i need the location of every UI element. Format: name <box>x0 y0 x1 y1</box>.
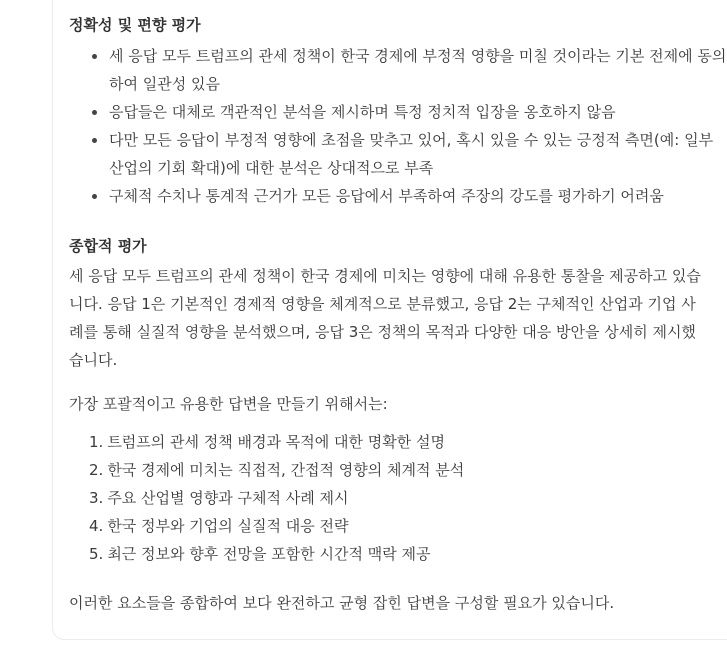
numbered-item-2: 2. 한국 경제에 미치는 직접적, 간접적 영향의 체계적 분석 <box>89 461 465 479</box>
accuracy-bullet-list <box>69 42 727 210</box>
summary-numbered-list <box>69 428 709 568</box>
accuracy-bullet-1: 세 응답 모두 트럼프의 관세 정책이 한국 경제에 부정적 영향을 미칠 것이라는 기본 전제에 동의하여 일관성 있음 <box>69 42 727 98</box>
summary-conclusion: 이러한 요소들을 종합하여 보다 완전하고 균형 잡힌 답변을 구성할 필요가 있습니다. <box>69 594 615 612</box>
summary-paragraph: 세 응답 모두 트럼프의 관세 정책이 한국 경제에 미치는 영향에 대해 유용한 통찰을 제공하고 있습니다. 응답 1은 기본적인 경제적 영향을 체계적으로 분류했고, 응답 2는 구체적인 산업과 기업 사례를 통해 실질적 영향을 분석했으며, 응답 3은 정책의 목적과 다양한 대응 방안을 상세히 제시했습니다. <box>69 267 701 369</box>
numbered-item-1: 1. 트럼프의 관세 정책 배경과 목적에 대한 명확한 설명 <box>89 433 445 451</box>
accuracy-bullet-2: 응답들은 대체로 객관적인 분석을 제시하며 특정 정치적 입장을 옹호하지 않음 <box>69 98 719 126</box>
summary-section-title: 종합적 평가 <box>69 237 147 255</box>
numbered-item-3: 3. 주요 산업별 영향과 구체적 사례 제시 <box>89 489 349 507</box>
numbered-item-5: 5. 최근 정보와 향후 전망을 포함한 시간적 맥락 제공 <box>89 545 431 563</box>
accuracy-bullet-4: 구체적 수치나 통계적 근거가 모든 응답에서 부족하여 주장의 강도를 평가하기 어려움 <box>69 182 719 210</box>
accuracy-section-title: 정확성 및 편향 평가 <box>69 16 201 34</box>
accuracy-bullet-3: 다만 모든 응답이 부정적 영향에 초점을 맞추고 있어, 혹시 있을 수 있는 긍정적 측면(예: 일부 산업의 기회 확대)에 대한 분석은 상대적으로 부족 <box>69 126 727 182</box>
numbered-item-4: 4. 한국 정부와 기업의 실질적 대응 전략 <box>89 517 349 535</box>
summary-intro: 가장 포괄적이고 유용한 답변을 만들기 위해서는: <box>69 395 388 413</box>
